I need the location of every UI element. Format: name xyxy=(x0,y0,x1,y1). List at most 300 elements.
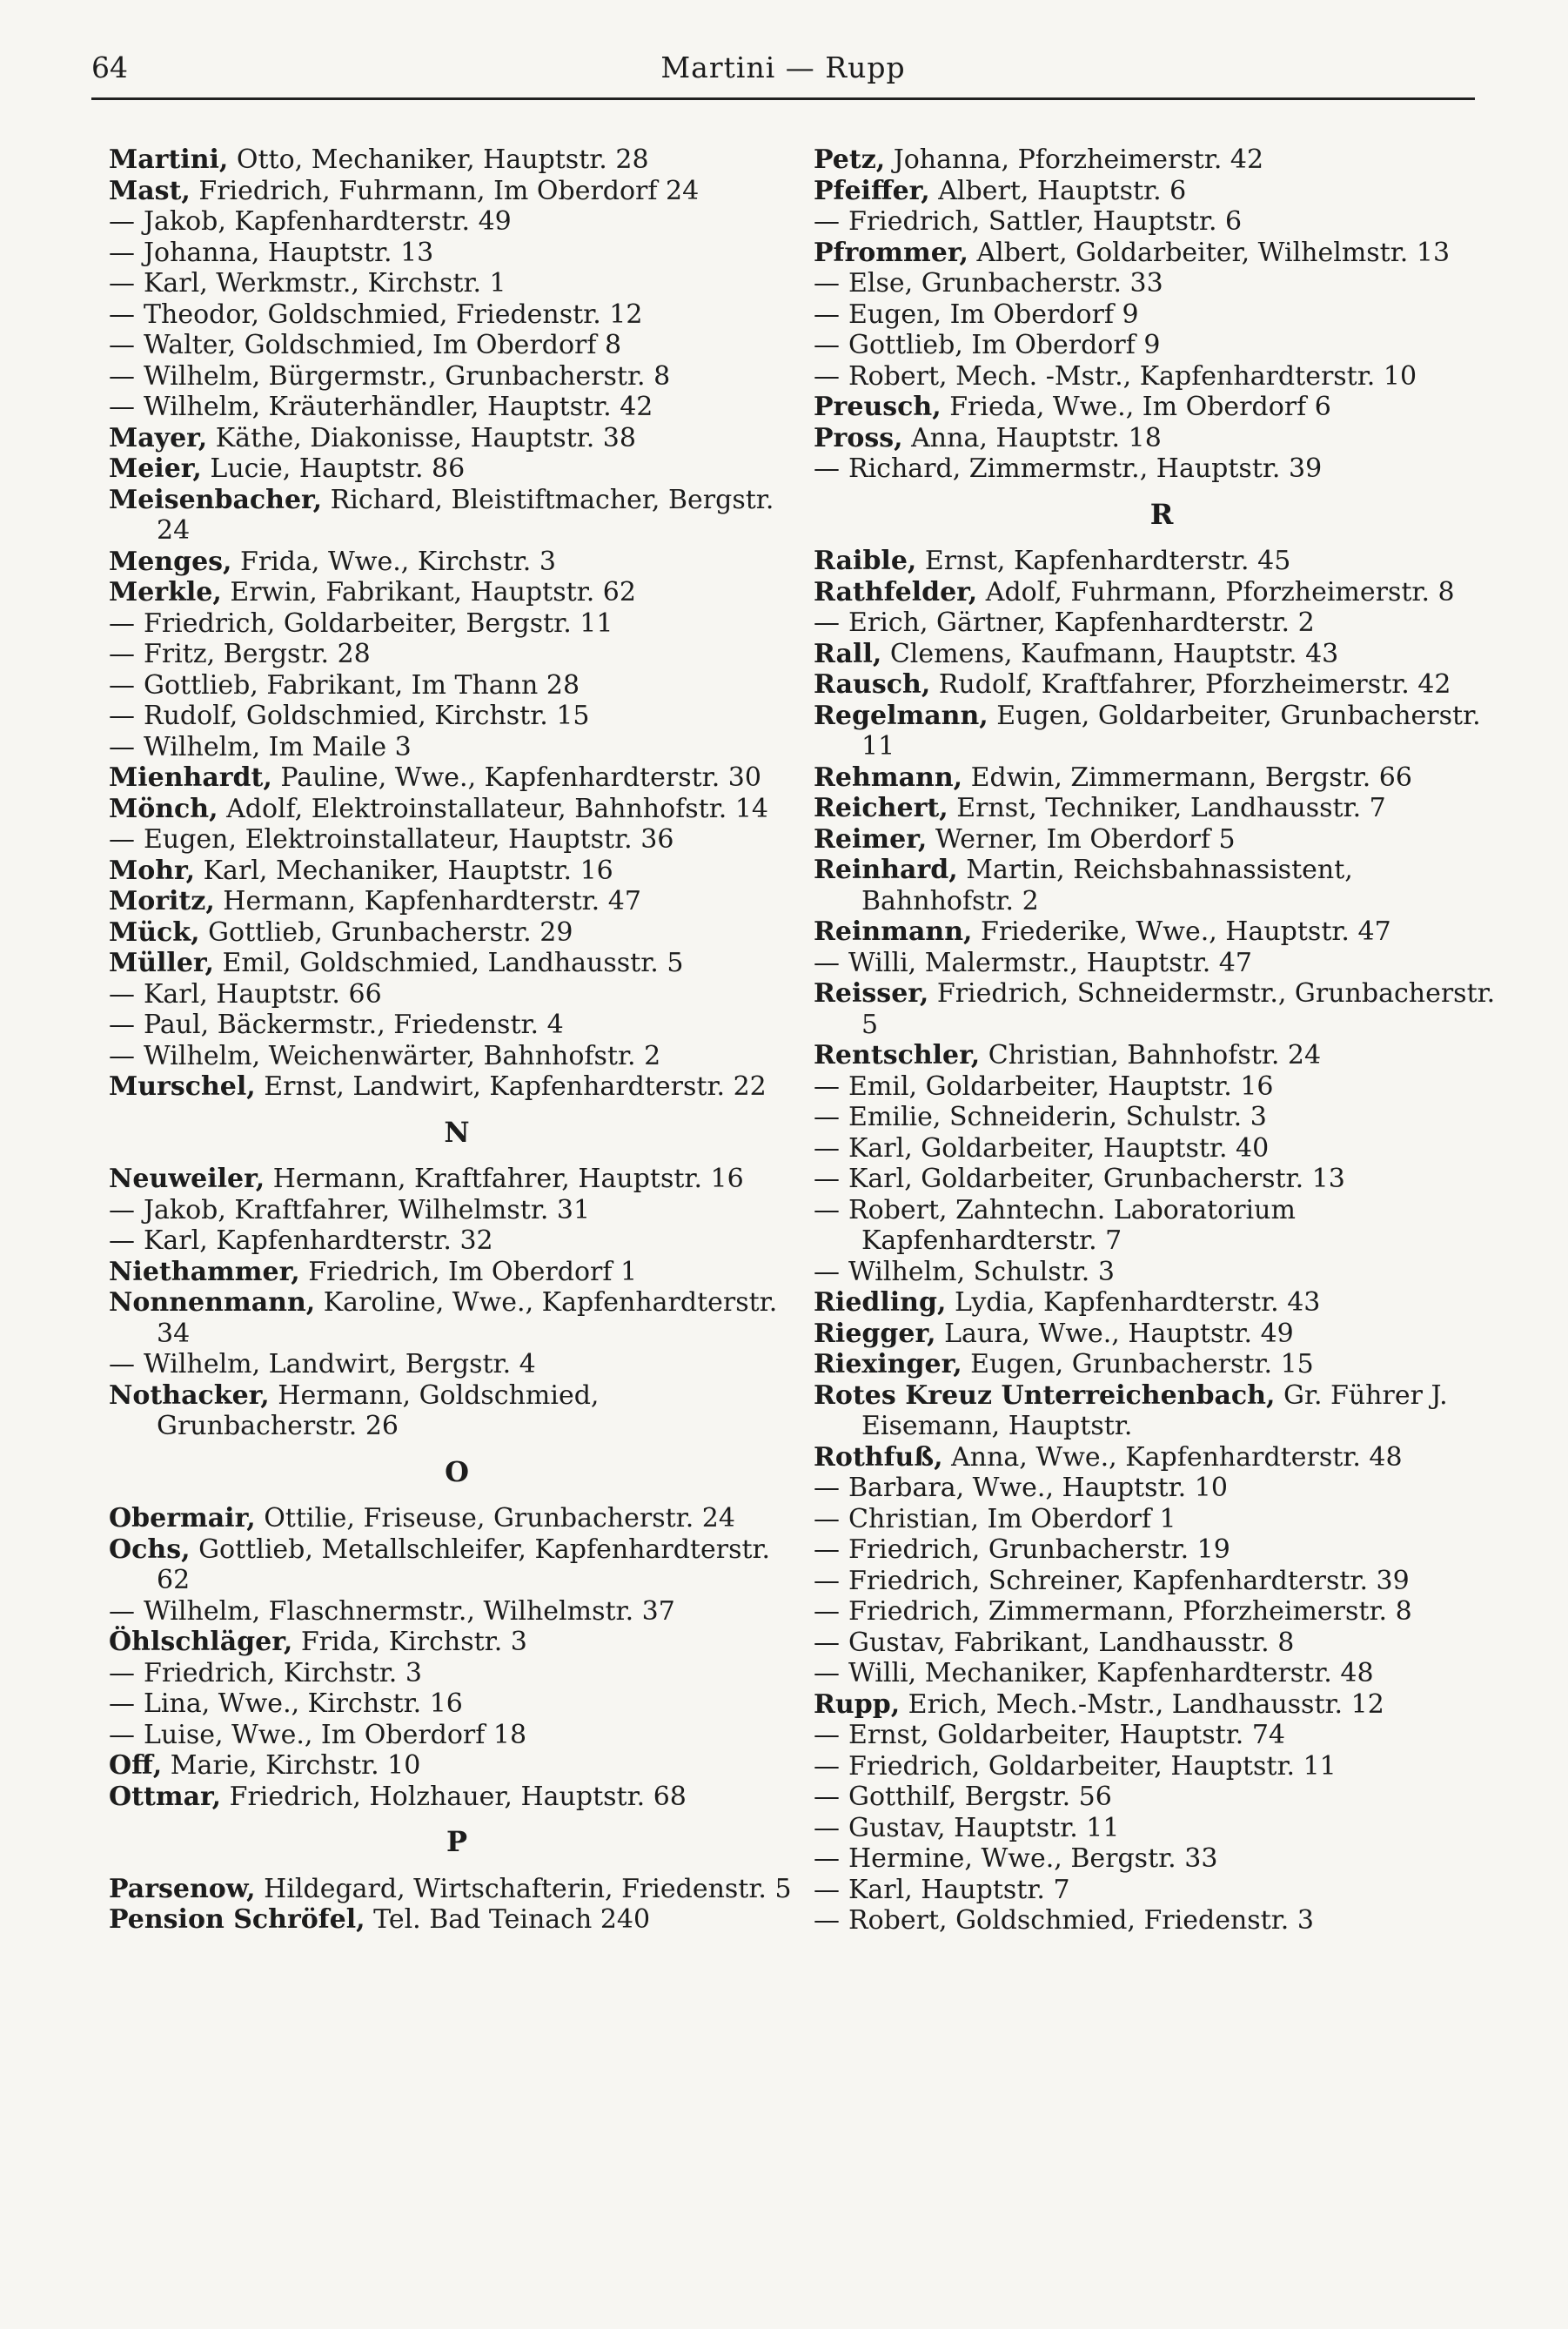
entry-details: Emil, Goldarbeiter, Hauptstr. 16 xyxy=(848,1071,1274,1102)
entry-details: Gr. Führer J. Eisemann, Hauptstr. xyxy=(861,1379,1448,1441)
entry-details: Frieda, Wwe., Im Oberdorf 6 xyxy=(941,392,1331,422)
directory-entry xyxy=(814,793,1510,824)
entry-surname: Rothfuß, xyxy=(814,1441,943,1473)
entry-surname: Rehmann, xyxy=(814,762,963,793)
entry-details: Anna, Hauptstr. 18 xyxy=(902,422,1162,453)
ditto-dash: — xyxy=(109,978,135,1010)
ditto-dash: — xyxy=(109,360,135,392)
entry-details: Karl, Kapfenhardterstr. 32 xyxy=(144,1225,493,1256)
entry-surname: Nonnenmann, xyxy=(109,1287,316,1318)
entry-details: Erich, Gärtner, Kapfenhardterstr. 2 xyxy=(848,607,1315,638)
entry-details: Friedrich, Im Oberdorf 1 xyxy=(299,1256,638,1287)
directory-entry xyxy=(109,1349,805,1380)
entry-surname: Ochs, xyxy=(109,1534,191,1565)
ditto-dash: — xyxy=(109,1349,135,1379)
page-header xyxy=(91,50,1475,94)
entry-details: Wilhelm, Kräuterhändler, Hauptstr. 42 xyxy=(144,392,653,422)
ditto-dash: — xyxy=(814,1503,840,1534)
ditto-dash: — xyxy=(814,1596,840,1627)
entry-surname: Mast, xyxy=(109,175,191,206)
entry-details: Karl, Goldarbeiter, Hauptstr. 40 xyxy=(848,1132,1270,1164)
directory-entry xyxy=(109,392,805,423)
entry-details: Eugen, Elektroinstallateur, Hauptstr. 36 xyxy=(144,824,674,855)
page-number: 64 xyxy=(91,50,128,84)
entry-details: Johanna, Hauptstr. 13 xyxy=(144,237,434,268)
directory-entry xyxy=(814,1257,1510,1288)
entry-details: Christian, Im Oberdorf 1 xyxy=(848,1503,1176,1534)
directory-entry xyxy=(109,1010,805,1041)
entry-surname: Ottmar, xyxy=(109,1781,222,1812)
entry-surname: Petz, xyxy=(814,144,886,175)
entry-details: Robert, Mech. -Mstr., Kapfenhardterstr. 10 xyxy=(848,360,1417,392)
directory-entry xyxy=(814,1628,1510,1659)
entry-details: Gottlieb, Metallschleifer, Kapfenhardterstr. 62 xyxy=(157,1534,771,1595)
entry-details: Rudolf, Kraftfahrer, Pforzheimerstr. 42 xyxy=(930,669,1451,700)
directory-entry xyxy=(814,1534,1510,1566)
entry-surname: Meisenbacher, xyxy=(109,484,323,515)
directory-entry xyxy=(814,855,1510,916)
entry-details: Gottlieb, Fabrikant, Im Thann 28 xyxy=(144,669,580,701)
directory-entry xyxy=(109,1041,805,1072)
directory-entry xyxy=(109,1195,805,1226)
directory-entry xyxy=(109,547,805,578)
directory-entry xyxy=(109,794,805,825)
directory-entry xyxy=(814,423,1510,454)
entry-details: Martin, Reichsbahnassistent, Bahnhofstr. 2 xyxy=(861,855,1353,916)
ditto-dash: — xyxy=(814,1534,840,1565)
entry-details: Christian, Bahnhofstr. 24 xyxy=(980,1040,1322,1071)
entry-details: Gottlieb, Grunbacherstr. 29 xyxy=(199,916,573,948)
ditto-dash: — xyxy=(814,268,840,299)
ditto-dash: — xyxy=(814,1164,840,1194)
directory-entry xyxy=(814,948,1510,979)
entry-details: Robert, Zahntechn. Laboratorium Kapfenhardterstr. 7 xyxy=(848,1194,1296,1256)
entry-details: Erwin, Fabrikant, Hauptstr. 62 xyxy=(221,577,636,607)
entry-details: Gustav, Fabrikant, Landhausstr. 8 xyxy=(848,1627,1295,1658)
ditto-dash: — xyxy=(109,607,135,639)
entry-surname: Moritz, xyxy=(109,886,215,916)
entry-surname: Müller, xyxy=(109,948,214,978)
entry-details: Jakob, Kraftfahrer, Wilhelmstr. 31 xyxy=(144,1194,591,1225)
directory-entry xyxy=(814,453,1510,485)
directory-entry xyxy=(109,485,805,547)
entry-surname: Pension Schröfel, xyxy=(109,1904,365,1935)
entry-surname: Rausch, xyxy=(814,669,931,700)
directory-entry xyxy=(109,144,805,176)
ditto-dash: — xyxy=(814,299,840,330)
ditto-dash: — xyxy=(814,1720,840,1750)
entry-details: Ernst, Landwirt, Kapfenhardterstr. 22 xyxy=(255,1071,767,1102)
entry-details: Gustav, Hauptstr. 11 xyxy=(848,1812,1120,1843)
entry-details: Clemens, Kaufmann, Hauptstr. 43 xyxy=(881,638,1339,669)
directory-entry xyxy=(814,1689,1510,1721)
directory-entry xyxy=(814,1751,1510,1782)
ditto-dash: — xyxy=(109,299,135,330)
directory-entry xyxy=(814,607,1510,639)
entry-details: Willi, Mechaniker, Kapfenhardterstr. 48 xyxy=(848,1658,1374,1688)
directory-entry xyxy=(814,546,1510,577)
entry-details: Lucie, Hauptstr. 86 xyxy=(201,453,466,484)
directory-entry xyxy=(109,1257,805,1288)
directory-entry xyxy=(814,206,1510,238)
ditto-dash: — xyxy=(814,1905,840,1936)
entry-details: Hermann, Kapfenhardterstr. 47 xyxy=(214,886,641,916)
directory-entry xyxy=(814,978,1510,1040)
entry-details: Wilhelm, Bürgermstr., Grunbacherstr. 8 xyxy=(144,360,671,392)
ditto-dash: — xyxy=(109,1657,135,1688)
entry-surname: Mönch, xyxy=(109,793,218,824)
directory-entry xyxy=(109,423,805,454)
entry-details: Werner, Im Oberdorf 5 xyxy=(927,823,1236,855)
entry-surname: Reinmann, xyxy=(814,916,973,947)
directory-entry xyxy=(109,1688,805,1720)
entry-details: Anna, Wwe., Kapfenhardterstr. 48 xyxy=(942,1441,1403,1473)
directory-entry xyxy=(109,238,805,269)
entry-details: Pauline, Wwe., Kapfenhardterstr. 30 xyxy=(271,762,761,793)
entry-details: Willi, Malermstr., Hauptstr. 47 xyxy=(848,947,1252,978)
entry-details: Emil, Goldschmied, Landhausstr. 5 xyxy=(213,948,684,978)
directory-entry xyxy=(814,1566,1510,1597)
entry-details: Karl, Goldarbeiter, Grunbacherstr. 13 xyxy=(848,1164,1345,1194)
entry-surname: Obermair, xyxy=(109,1503,256,1534)
ditto-dash: — xyxy=(814,1782,840,1812)
entry-details: Luise, Wwe., Im Oberdorf 18 xyxy=(144,1719,527,1750)
entry-surname: Mienhardt, xyxy=(109,762,272,793)
entry-surname: Rupp, xyxy=(814,1688,901,1720)
entry-details: Marie, Kirchstr. 10 xyxy=(162,1750,421,1781)
directory-entry xyxy=(814,1843,1510,1875)
ditto-dash: — xyxy=(814,1627,840,1658)
ditto-dash: — xyxy=(109,237,135,268)
directory-entry xyxy=(814,1596,1510,1628)
entry-details: Tel. Bad Teinach 240 xyxy=(365,1904,651,1935)
ditto-dash: — xyxy=(814,1658,840,1688)
directory-entry xyxy=(814,176,1510,207)
entry-details: Albert, Goldarbeiter, Wilhelmstr. 13 xyxy=(968,237,1451,268)
directory-entry xyxy=(814,916,1510,948)
ditto-dash: — xyxy=(814,453,840,484)
directory-entry xyxy=(109,577,805,608)
entry-surname: Rathfelder, xyxy=(814,576,978,607)
entry-details: Hermann, Kraftfahrer, Hauptstr. 16 xyxy=(265,1164,744,1194)
entry-surname: Murschel, xyxy=(109,1071,256,1102)
ditto-dash: — xyxy=(814,607,840,638)
left-column xyxy=(109,144,805,1936)
directory-entry xyxy=(814,299,1510,331)
entry-details: Erich, Mech.-Mstr., Landhausstr. 12 xyxy=(900,1688,1384,1720)
directory-entry xyxy=(109,1380,805,1442)
directory-entry xyxy=(109,856,805,887)
section-letter: N xyxy=(444,1115,470,1149)
entry-details: Lina, Wwe., Kirchstr. 16 xyxy=(144,1688,463,1719)
ditto-dash: — xyxy=(109,1225,135,1256)
directory-entry xyxy=(814,1905,1510,1936)
entry-surname: Riegger, xyxy=(814,1318,936,1349)
entry-details: Fritz, Bergstr. 28 xyxy=(144,639,371,669)
entry-details: Eugen, Goldarbeiter, Grunbacherstr. 11 xyxy=(861,700,1481,762)
directory-entry xyxy=(814,144,1510,176)
directory-entry xyxy=(814,1133,1510,1164)
directory-entry xyxy=(109,917,805,949)
entry-details: Laura, Wwe., Hauptstr. 49 xyxy=(935,1318,1294,1349)
entry-details: Hildegard, Wirtschafterin, Friedenstr. 5 xyxy=(255,1873,792,1904)
directory-entry xyxy=(109,206,805,238)
header-rule xyxy=(91,97,1475,100)
ditto-dash: — xyxy=(814,1565,840,1596)
entry-surname: Merkle, xyxy=(109,577,222,607)
directory-entry xyxy=(814,330,1510,361)
entry-details: Friedrich, Holzhauer, Hauptstr. 68 xyxy=(221,1781,687,1812)
directory-entry xyxy=(109,176,805,207)
ditto-dash: — xyxy=(109,1010,135,1040)
directory-entry xyxy=(814,1875,1510,1906)
entry-surname: Mohr, xyxy=(109,855,196,886)
directory-entry xyxy=(814,1040,1510,1071)
directory-entry xyxy=(109,948,805,979)
directory-entry xyxy=(109,979,805,1010)
directory-entry xyxy=(814,1287,1510,1319)
entry-details: Albert, Hauptstr. 6 xyxy=(929,175,1187,206)
ditto-dash: — xyxy=(814,1256,840,1287)
entry-details: Friedrich, Zimmermann, Pforzheimerstr. 8 xyxy=(848,1596,1412,1627)
entry-details: Walter, Goldschmied, Im Oberdorf 8 xyxy=(144,330,622,360)
directory-entry xyxy=(814,1102,1510,1133)
directory-entry xyxy=(109,1225,805,1257)
entry-details: Johanna, Pforzheimerstr. 42 xyxy=(885,144,1264,175)
directory-entry xyxy=(814,1195,1510,1257)
entry-surname: Riedling, xyxy=(814,1287,947,1318)
entry-details: Ottilie, Friseuse, Grunbacherstr. 24 xyxy=(255,1503,735,1534)
entry-details: Wilhelm, Weichenwärter, Bahnhofstr. 2 xyxy=(144,1040,661,1071)
entry-surname: Rotes Kreuz Unterreichenbach, xyxy=(814,1379,1276,1411)
entry-surname: Pfeiffer, xyxy=(814,175,930,206)
entry-details: Frida, Wwe., Kirchstr. 3 xyxy=(231,546,556,577)
ditto-dash: — xyxy=(814,947,840,978)
section-letter: O xyxy=(445,1454,469,1488)
ditto-dash: — xyxy=(814,1750,840,1782)
entry-details: Ernst, Goldarbeiter, Hauptstr. 74 xyxy=(848,1720,1285,1750)
directory-entry xyxy=(109,762,805,794)
ditto-dash: — xyxy=(109,1040,135,1071)
ditto-dash: — xyxy=(814,1843,840,1874)
directory-entry xyxy=(814,1380,1510,1442)
directory-entry xyxy=(109,670,805,701)
entry-surname: Menges, xyxy=(109,546,232,577)
directory-entry xyxy=(109,732,805,763)
entry-details: Friederike, Wwe., Hauptstr. 47 xyxy=(972,916,1391,947)
entry-surname: Martini, xyxy=(109,144,229,175)
entry-details: Theodor, Goldschmied, Friedenstr. 12 xyxy=(144,299,643,330)
entry-details: Friedrich, Goldarbeiter, Hauptstr. 11 xyxy=(848,1750,1337,1782)
entry-surname: Raible, xyxy=(814,546,917,576)
ditto-dash: — xyxy=(814,1102,840,1132)
directory-entry xyxy=(109,1503,805,1534)
entry-surname: Reisser, xyxy=(814,978,929,1009)
ditto-dash: — xyxy=(814,1194,840,1225)
entry-details: Karl, Mechaniker, Hauptstr. 16 xyxy=(195,855,613,886)
running-head: Martini — Rupp xyxy=(660,50,906,84)
entry-details: Friedrich, Schneidermstr., Grunbacherstr. 5 xyxy=(861,978,1496,1040)
ditto-dash: — xyxy=(814,206,840,237)
directory-entry xyxy=(814,238,1510,269)
entry-details: Eugen, Im Oberdorf 9 xyxy=(848,299,1139,330)
ditto-dash: — xyxy=(814,1132,840,1164)
entry-surname: Rentschler, xyxy=(814,1040,981,1071)
section-letter: P xyxy=(446,1825,468,1858)
entry-details: Adolf, Fuhrmann, Pforzheimerstr. 8 xyxy=(977,576,1455,607)
ditto-dash: — xyxy=(109,1194,135,1225)
entry-details: Richard, Zimmermstr., Hauptstr. 39 xyxy=(848,453,1323,484)
ditto-dash: — xyxy=(109,268,135,299)
directory-entry xyxy=(814,1349,1510,1380)
entry-details: Ernst, Kapfenhardterstr. 45 xyxy=(916,546,1291,576)
ditto-dash: — xyxy=(109,701,135,731)
ditto-dash: — xyxy=(109,1688,135,1719)
entry-surname: Preusch, xyxy=(814,392,941,422)
entry-surname: Nothacker, xyxy=(109,1379,270,1411)
directory-entry xyxy=(109,1164,805,1195)
directory-entry xyxy=(109,330,805,361)
directory-entry xyxy=(109,268,805,299)
directory-entry xyxy=(814,361,1510,393)
directory-entry xyxy=(109,824,805,856)
entry-surname: Pfrommer, xyxy=(814,237,968,268)
entry-details: Robert, Goldschmied, Friedenstr. 3 xyxy=(848,1905,1314,1936)
entry-details: Karl, Werkmstr., Kirchstr. 1 xyxy=(144,268,506,299)
entry-details: Wilhelm, Im Maile 3 xyxy=(144,731,412,762)
directory-entry xyxy=(109,1596,805,1628)
entry-details: Ernst, Techniker, Landhausstr. 7 xyxy=(948,793,1386,823)
entry-surname: Mück, xyxy=(109,916,200,948)
directory-entry xyxy=(814,1473,1510,1504)
directory-entry xyxy=(814,1442,1510,1473)
entry-details: Karoline, Wwe., Kapfenhardterstr. 34 xyxy=(157,1287,778,1349)
ditto-dash: — xyxy=(814,1473,840,1503)
directory-entry xyxy=(814,1658,1510,1689)
entry-surname: Meier, xyxy=(109,453,202,484)
entry-details: Gottlieb, Im Oberdorf 9 xyxy=(848,330,1161,360)
ditto-dash: — xyxy=(109,392,135,422)
entry-details: Friedrich, Sattler, Hauptstr. 6 xyxy=(848,206,1243,237)
directory-entry xyxy=(109,1071,805,1103)
entry-surname: Reimer, xyxy=(814,823,928,855)
ditto-dash: — xyxy=(109,639,135,669)
section-letter: R xyxy=(1149,497,1174,531)
entry-details: Karl, Hauptstr. 7 xyxy=(848,1874,1070,1905)
directory-entry xyxy=(814,701,1510,762)
directory-entry xyxy=(109,886,805,917)
entry-details: Eugen, Grunbacherstr. 15 xyxy=(962,1349,1314,1379)
directory-entry xyxy=(109,361,805,393)
entry-details: Richard, Bleistiftmacher, Bergstr. 24 xyxy=(157,484,774,546)
ditto-dash: — xyxy=(814,1874,840,1905)
entry-details: Gotthilf, Bergstr. 56 xyxy=(848,1782,1112,1812)
directory-entry xyxy=(814,1504,1510,1535)
ditto-dash: — xyxy=(109,206,135,237)
entry-surname: Riexinger, xyxy=(814,1349,962,1379)
entry-details: Frida, Kirchstr. 3 xyxy=(292,1627,527,1657)
entry-details: Paul, Bäckermstr., Friedenstr. 4 xyxy=(144,1010,564,1040)
directory-entry xyxy=(814,268,1510,299)
entry-details: Friedrich, Kirchstr. 3 xyxy=(144,1657,422,1688)
entry-surname: Regelmann, xyxy=(814,700,988,731)
entry-surname: Pross, xyxy=(814,422,903,453)
entry-details: Friedrich, Grunbacherstr. 19 xyxy=(848,1534,1230,1565)
directory-entry xyxy=(109,1720,805,1751)
directory-entry xyxy=(814,1164,1510,1195)
entry-details: Lydia, Kapfenhardterstr. 43 xyxy=(946,1287,1321,1318)
directory-entry xyxy=(814,762,1510,794)
entry-details: Karl, Hauptstr. 66 xyxy=(144,978,382,1010)
directory-entry xyxy=(109,1750,805,1782)
directory-entry xyxy=(814,1071,1510,1103)
directory-entry xyxy=(109,299,805,331)
directory-entry xyxy=(814,577,1510,608)
entry-details: Wilhelm, Landwirt, Bergstr. 4 xyxy=(144,1349,536,1379)
ditto-dash: — xyxy=(814,1812,840,1843)
directory-entry xyxy=(814,1720,1510,1751)
entry-details: Emilie, Schneiderin, Schulstr. 3 xyxy=(848,1102,1267,1132)
entry-details: Otto, Mechaniker, Hauptstr. 28 xyxy=(228,144,649,175)
entry-surname: Neuweiler, xyxy=(109,1164,265,1194)
directory-entry xyxy=(109,1534,805,1596)
directory-entry xyxy=(109,639,805,670)
ditto-dash: — xyxy=(814,330,840,360)
directory-entry xyxy=(109,1287,805,1349)
entry-surname: Mayer, xyxy=(109,422,208,453)
ditto-dash: — xyxy=(109,731,135,762)
entry-details: Wilhelm, Schulstr. 3 xyxy=(848,1256,1115,1287)
entry-surname: Rall, xyxy=(814,638,882,669)
directory-entry xyxy=(814,824,1510,856)
ditto-dash: — xyxy=(109,1719,135,1750)
directory-entry xyxy=(109,1782,805,1813)
ditto-dash: — xyxy=(109,1595,135,1627)
entry-details: Friedrich, Schreiner, Kapfenhardterstr. 39 xyxy=(848,1565,1410,1596)
entry-details: Adolf, Elektroinstallateur, Bahnhofstr. 14 xyxy=(218,793,768,824)
ditto-dash: — xyxy=(109,330,135,360)
entry-details: Rudolf, Goldschmied, Kirchstr. 15 xyxy=(144,701,590,731)
entry-details: Barbara, Wwe., Hauptstr. 10 xyxy=(848,1473,1228,1503)
directory-entry xyxy=(109,1904,805,1936)
directory-entry xyxy=(109,701,805,732)
ditto-dash: — xyxy=(109,824,135,855)
entry-details: Else, Grunbacherstr. 33 xyxy=(848,268,1163,299)
directory-entry xyxy=(814,1319,1510,1350)
entry-details: Wilhelm, Flaschnermstr., Wilhelmstr. 37 xyxy=(144,1595,675,1627)
entry-details: Hermann, Goldschmied, Grunbacherstr. 26 xyxy=(157,1379,600,1441)
directory-entry xyxy=(109,608,805,640)
entry-details: Käthe, Diakonisse, Hauptstr. 38 xyxy=(207,422,636,453)
directory-entry xyxy=(109,1874,805,1905)
directory-entry xyxy=(109,453,805,485)
entry-details: Friedrich, Fuhrmann, Im Oberdorf 24 xyxy=(190,175,700,206)
entry-surname: Off, xyxy=(109,1750,163,1781)
directory-entry xyxy=(109,1627,805,1658)
entry-details: Jakob, Kapfenhardterstr. 49 xyxy=(144,206,512,237)
ditto-dash: — xyxy=(814,1071,840,1102)
ditto-dash: — xyxy=(109,669,135,701)
directory-entry xyxy=(814,639,1510,670)
right-column xyxy=(814,144,1510,1936)
entry-surname: Niethammer, xyxy=(109,1256,300,1287)
directory-entry xyxy=(814,1782,1510,1813)
entry-surname: Reichert, xyxy=(814,793,948,823)
directory-entry xyxy=(109,1658,805,1689)
entry-details: Friedrich, Goldarbeiter, Bergstr. 11 xyxy=(144,607,613,639)
entry-details: Hermine, Wwe., Bergstr. 33 xyxy=(848,1843,1218,1874)
directory-entry xyxy=(814,1813,1510,1844)
